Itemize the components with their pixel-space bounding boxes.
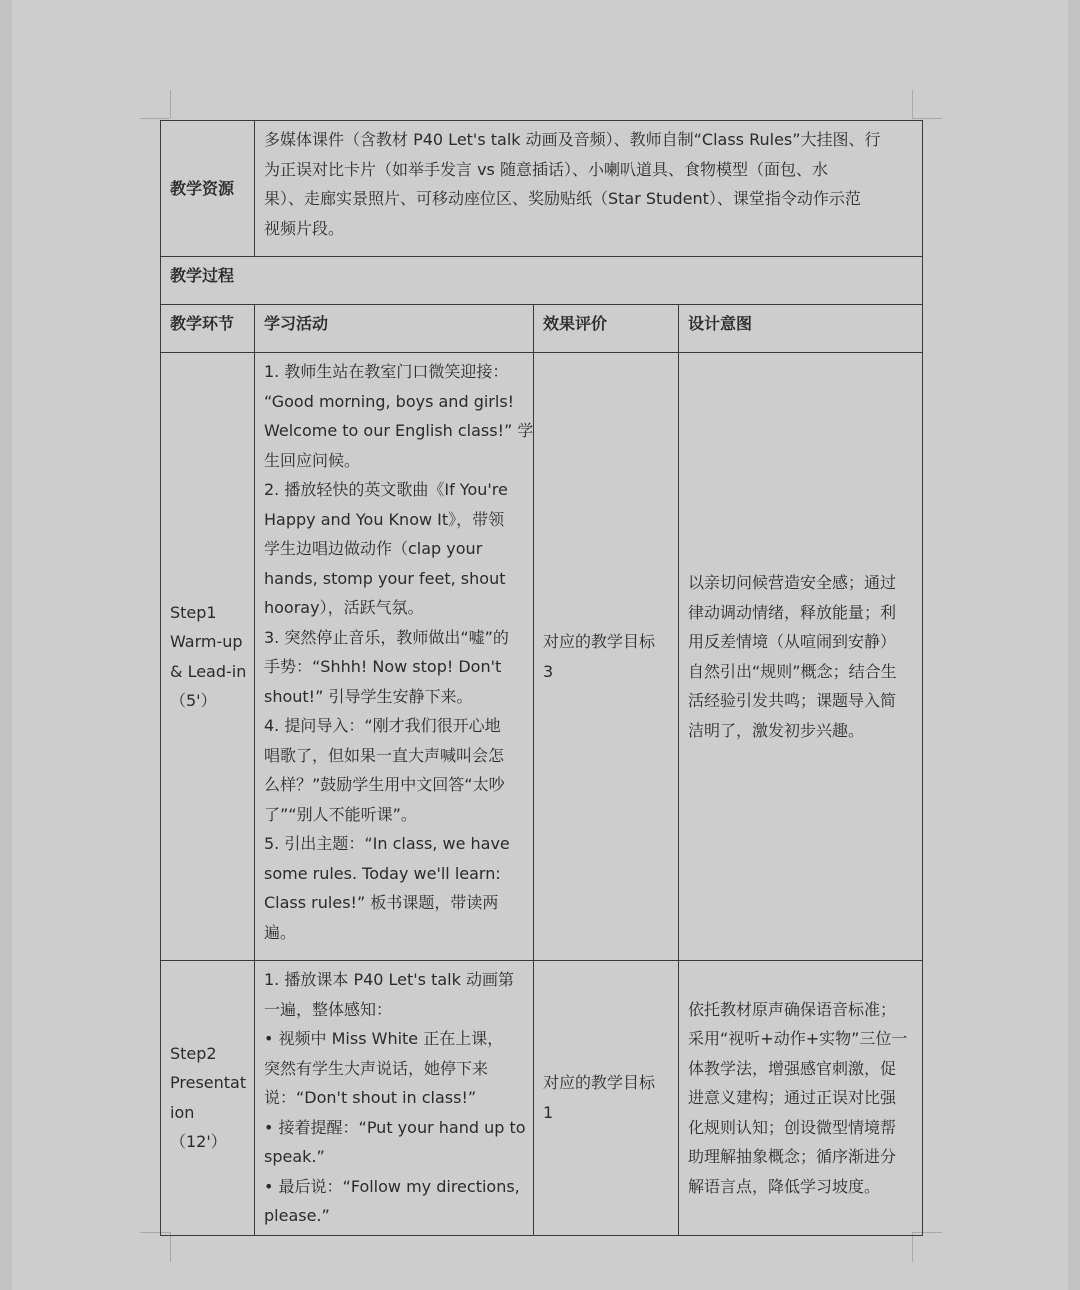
- step1-stage: [161, 353, 255, 961]
- column-header-stage: 教学环节: [161, 305, 255, 353]
- activity-line: 1. 播放课本 P40 Let's talk 动画第: [264, 970, 514, 989]
- activity-line: speak.”: [264, 1147, 325, 1166]
- intent-line: 活经验引发共鸣；课题导入简: [688, 691, 897, 710]
- activity-line: “Good morning, boys and girls!: [264, 391, 515, 411]
- activity-line: 手势：“Shhh! Now stop! Don't: [264, 657, 502, 676]
- stage-line: （12'）: [170, 1132, 227, 1152]
- stage-line: & Lead-in: [170, 661, 247, 681]
- intent-line: 化规则认知；创设微型情境帮: [688, 1117, 897, 1137]
- activity-line: • 接着提醒：“Put your hand up to: [264, 1117, 526, 1137]
- step1-intent: [679, 353, 923, 961]
- activity-line: 唱歌了，但如果一直大声喊叫会怎: [264, 745, 505, 765]
- crop-mark-bottom-left-v: [170, 1232, 171, 1262]
- activity-line: • 最后说：“Follow my directions,: [264, 1176, 520, 1196]
- intent-line: 助理解抽象概念；循序渐进分: [688, 1147, 897, 1166]
- crop-mark-top-left-v: [170, 90, 171, 118]
- column-header-activity: 学习活动: [255, 305, 534, 353]
- intent-line: 洁明了，激发初步兴趣。: [688, 720, 865, 740]
- intent-line: 以亲切问候营造安全感；通过: [688, 573, 897, 592]
- resources-row: [161, 121, 923, 257]
- resources-label: 教学资源: [161, 121, 255, 257]
- step2-intent: [679, 961, 923, 1236]
- resources-line: 果）、走廊实景照片、可移动座位区、奖励贴纸（Star Student）、课堂指令动作示范: [264, 189, 861, 208]
- activity-line: hooray），活跃气氛。: [264, 598, 424, 617]
- intent-line: 体教学法，增强感官刺激，促: [688, 1058, 897, 1078]
- activity-line: • 视频中 Miss White 正在上课，: [264, 1029, 504, 1048]
- column-header-intent: 设计意图: [679, 305, 923, 353]
- activity-line: 2. 播放轻快的英文歌曲《If You're: [264, 480, 508, 499]
- evaluation-line: 1: [543, 1102, 554, 1122]
- resources-content: [255, 121, 923, 257]
- activity-line: Class rules!” 板书课题，带读两: [264, 893, 499, 912]
- stage-line: Warm-up: [170, 632, 243, 651]
- activity-line: 突然有学生大声说话，她停下来: [264, 1058, 489, 1078]
- evaluation-line: 对应的教学目标: [543, 632, 656, 651]
- activity-line: 4. 提问导入：“刚才我们很开心地: [264, 716, 501, 735]
- activity-line: 么样？”鼓励学生用中文回答“太吵: [264, 775, 505, 794]
- activity-line: 1. 教师生站在教室门口微笑迎接：: [264, 362, 509, 381]
- activity-line: 学生边唱边做动作（clap your: [264, 539, 483, 558]
- stage-line: Presentat: [170, 1073, 247, 1093]
- crop-mark-top-left-h: [140, 118, 170, 119]
- process-label: 教学过程: [161, 257, 923, 305]
- crop-mark-bottom-right-v: [912, 1232, 913, 1262]
- evaluation-line: 3: [543, 661, 554, 681]
- step2-stage: [161, 961, 255, 1236]
- activity-line: some rules. Today we'll learn:: [264, 863, 501, 883]
- stage-line: ion: [170, 1102, 195, 1122]
- resources-line: 多媒体课件（含教材 P40 Let's talk 动画及音频）、教师自制“Class Rules”大挂图、行: [264, 130, 881, 149]
- stage-line: Step1: [170, 602, 217, 622]
- resources-line: 为正误对比卡片（如举手发言 vs 随意插话）、小喇叭道具、食物模型（面包、水: [264, 159, 828, 179]
- column-header-evaluation: 效果评价: [534, 305, 679, 353]
- activity-line: shout!” 引导学生安静下来。: [264, 686, 473, 706]
- intent-line: 律动调动情绪，释放能量；利: [688, 602, 897, 622]
- activity-line: 5. 引出主题：“In class, we have: [264, 834, 510, 853]
- intent-line: 依托教材原声确保语音标准；: [688, 999, 897, 1019]
- intent-line: 自然引出“规则”概念；结合生: [688, 661, 897, 681]
- activity-line: Welcome to our English class!” 学: [264, 421, 534, 440]
- step1-evaluation: [534, 353, 679, 961]
- evaluation-line: 对应的教学目标: [543, 1073, 656, 1093]
- activity-line: 了”“别人不能听课”。: [264, 804, 417, 824]
- activity-line: 3. 突然停止音乐，教师做出“嘘”的: [264, 627, 509, 647]
- step2-row: [161, 961, 923, 1236]
- resources-line: 视频片段。: [264, 218, 345, 238]
- crop-mark-top-right-v: [912, 90, 913, 118]
- crop-mark-top-right-h: [912, 118, 942, 119]
- activity-line: 遍。: [264, 922, 297, 942]
- activity-line: 生回应问候。: [264, 450, 361, 470]
- stage-line: （5'）: [170, 691, 217, 710]
- activity-line: 一遍，整体感知：: [264, 999, 393, 1019]
- column-header-row: [161, 305, 923, 353]
- activity-line: hands, stomp your feet, shout: [264, 568, 506, 588]
- lesson-plan-table: [160, 120, 923, 1236]
- intent-line: 解语言点，降低学习坡度。: [688, 1176, 881, 1196]
- activity-line: 说：“Don't shout in class!”: [264, 1088, 477, 1107]
- step2-activity: [255, 961, 534, 1236]
- intent-line: 采用“视听+动作+实物”三位一: [688, 1029, 908, 1048]
- step1-row: [161, 353, 923, 961]
- activity-line: Happy and You Know It》，带领: [264, 509, 505, 529]
- step1-activity: [255, 353, 534, 961]
- process-row: [161, 257, 923, 305]
- activity-line: please.”: [264, 1206, 330, 1225]
- intent-line: 进意义建构；通过正误对比强: [688, 1088, 897, 1107]
- intent-line: 用反差情境（从喧闹到安静）: [688, 632, 897, 651]
- step2-evaluation: [534, 961, 679, 1236]
- stage-line: Step2: [170, 1043, 217, 1063]
